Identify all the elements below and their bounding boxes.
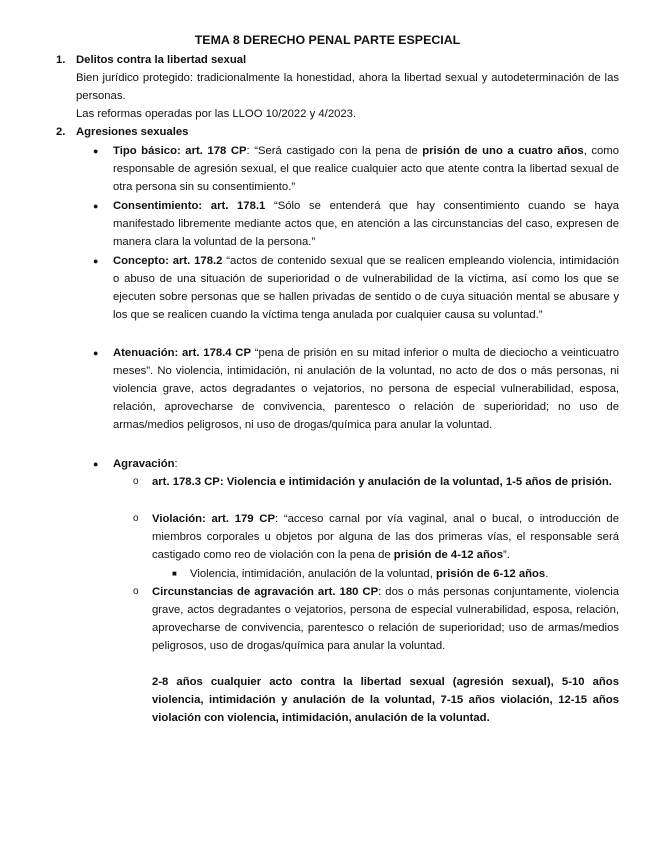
circle-bullet-icon: o (133, 513, 139, 524)
bullet-text: , como responsable de agresión sexual, el que realice cualquier acto que atente contra la libertad sexual de otra persona sin su consentimiento.” (113, 145, 620, 193)
document-title: TEMA 8 DERECHO PENAL PARTE ESPECIAL (194, 33, 461, 47)
item-text: : “acceso carnal por vía vaginal, anal o bucal, o introducción de miembros corporales u objetos por alguna de las dos primeras vías, el responsable será castigado como reo de violación con la pena de (152, 513, 619, 561)
item-text: ”. (503, 549, 510, 561)
bullet-label: Agravación (113, 458, 175, 470)
sub-item-text: Violencia, intimidación, anulación de la voluntad, (190, 568, 436, 580)
sub-item-text: . (545, 568, 549, 580)
agravacion-item-180 (152, 583, 619, 655)
item-label: Circunstancias de agravación art. 180 CP (152, 586, 379, 598)
bullet-text: “pena de prisión en su mitad inferior o multa de dieciocho a veinticuatro meses”. No violencia, intimidación, ni anulación de la voluntad, no acto de dos o más personas, ni violencia grave, actos degradantes o vejatorios, no persona de especial vulnerabilidad, esposa, relación, aprovecharse de convivencia, parentesco o relación de superioridad; no uso de armas/medios peligrosos, ni uso de drogas/química para anular la voluntad. (113, 347, 619, 431)
bullet-text: “Sólo se entenderá que hay consentimiento cuando se haya manifestado libremente mediante actos que, en atención a las circunstancias del caso, expresen de manera clara la voluntad de la persona.” (113, 200, 619, 248)
bullet-icon: ● (93, 146, 99, 156)
bullet-icon: ● (93, 256, 99, 266)
item-label: art. 178.3 CP: Violencia e intimidación y anulación de la voluntad, 1-5 años de prisión. (152, 476, 612, 488)
square-bullet-icon: ■ (172, 569, 177, 578)
item-label: Violación: art. 179 CP (152, 513, 275, 525)
section-2-number: 2. (56, 126, 66, 138)
bullet-agravacion (113, 455, 619, 473)
bullet-concepto (113, 252, 619, 324)
bullet-consentimiento (113, 197, 619, 251)
item-text: : dos o más personas conjuntamente, violencia grave, actos degradantes o vejatorios, persona de especial vulnerabilidad, esposa, relación, aprovecharse de convivencia, parentesco o relación de superioridad; uso de armas/medios peligrosos, uso de drogas/química para anular la voluntad. (152, 586, 619, 652)
bullet-label: Concepto: art. 178.2 (113, 255, 223, 267)
bullet-tipo-basico (113, 142, 619, 196)
section-2-heading: Agresiones sexuales (76, 126, 189, 138)
agravacion-item-178-3 (152, 473, 619, 491)
penalty-summary: 2-8 años cualquier acto contra la libertad sexual (agresión sexual), 5-10 años violencia, intimidación y anulación de la voluntad, 7-15 años violación, 12-15 años violación con violencia, intimidación, anulación de la voluntad. (152, 676, 619, 724)
bullet-label: Consentimiento: art. 178.1 (113, 200, 266, 212)
bullet-emphasis: prisión de uno a cuatro años (422, 145, 584, 157)
agravacion-item-violacion (152, 510, 619, 564)
item-emphasis: prisión de 4-12 años (393, 549, 504, 561)
bullet-text: : “Será castigado con la pena de (246, 145, 423, 157)
section-1-number: 1. (56, 54, 66, 66)
bullet-icon: ● (93, 459, 99, 469)
bullet-atenuacion (113, 344, 619, 434)
bullet-text: “actos de contenido sexual que se realicen empleando violencia, intimidación o abuso de una situación de superioridad o de vulnerabilidad de la víctima, así como los que se ejecuten sobre personas que se hallen privadas de sentido o de cuya situación mental se abusare y los que se realicen cuando la víctima tenga anulada por cualquier causa su voluntad.” (113, 255, 619, 321)
section-1-paragraph-2: Las reformas operadas por las LLOO 10/2022 y 4/2023. (76, 108, 357, 120)
bullet-icon: ● (93, 348, 99, 358)
violacion-sub-item (190, 565, 619, 583)
bullet-icon: ● (93, 201, 99, 211)
bullet-label: Tipo básico: art. 178 CP (113, 145, 247, 157)
circle-bullet-icon: o (133, 476, 139, 487)
section-1-heading: Delitos contra la libertad sexual (76, 54, 247, 66)
circle-bullet-icon: o (133, 586, 139, 597)
section-1-paragraph-1: Bien jurídico protegido: tradicionalmente la honestidad, ahora la libertad sexual y autodeterminación de las personas. (76, 72, 619, 102)
sub-item-emphasis: prisión de 6-12 años (435, 568, 546, 580)
bullet-text: : (174, 458, 178, 470)
bullet-label: Atenuación: art. 178.4 CP (113, 347, 251, 359)
